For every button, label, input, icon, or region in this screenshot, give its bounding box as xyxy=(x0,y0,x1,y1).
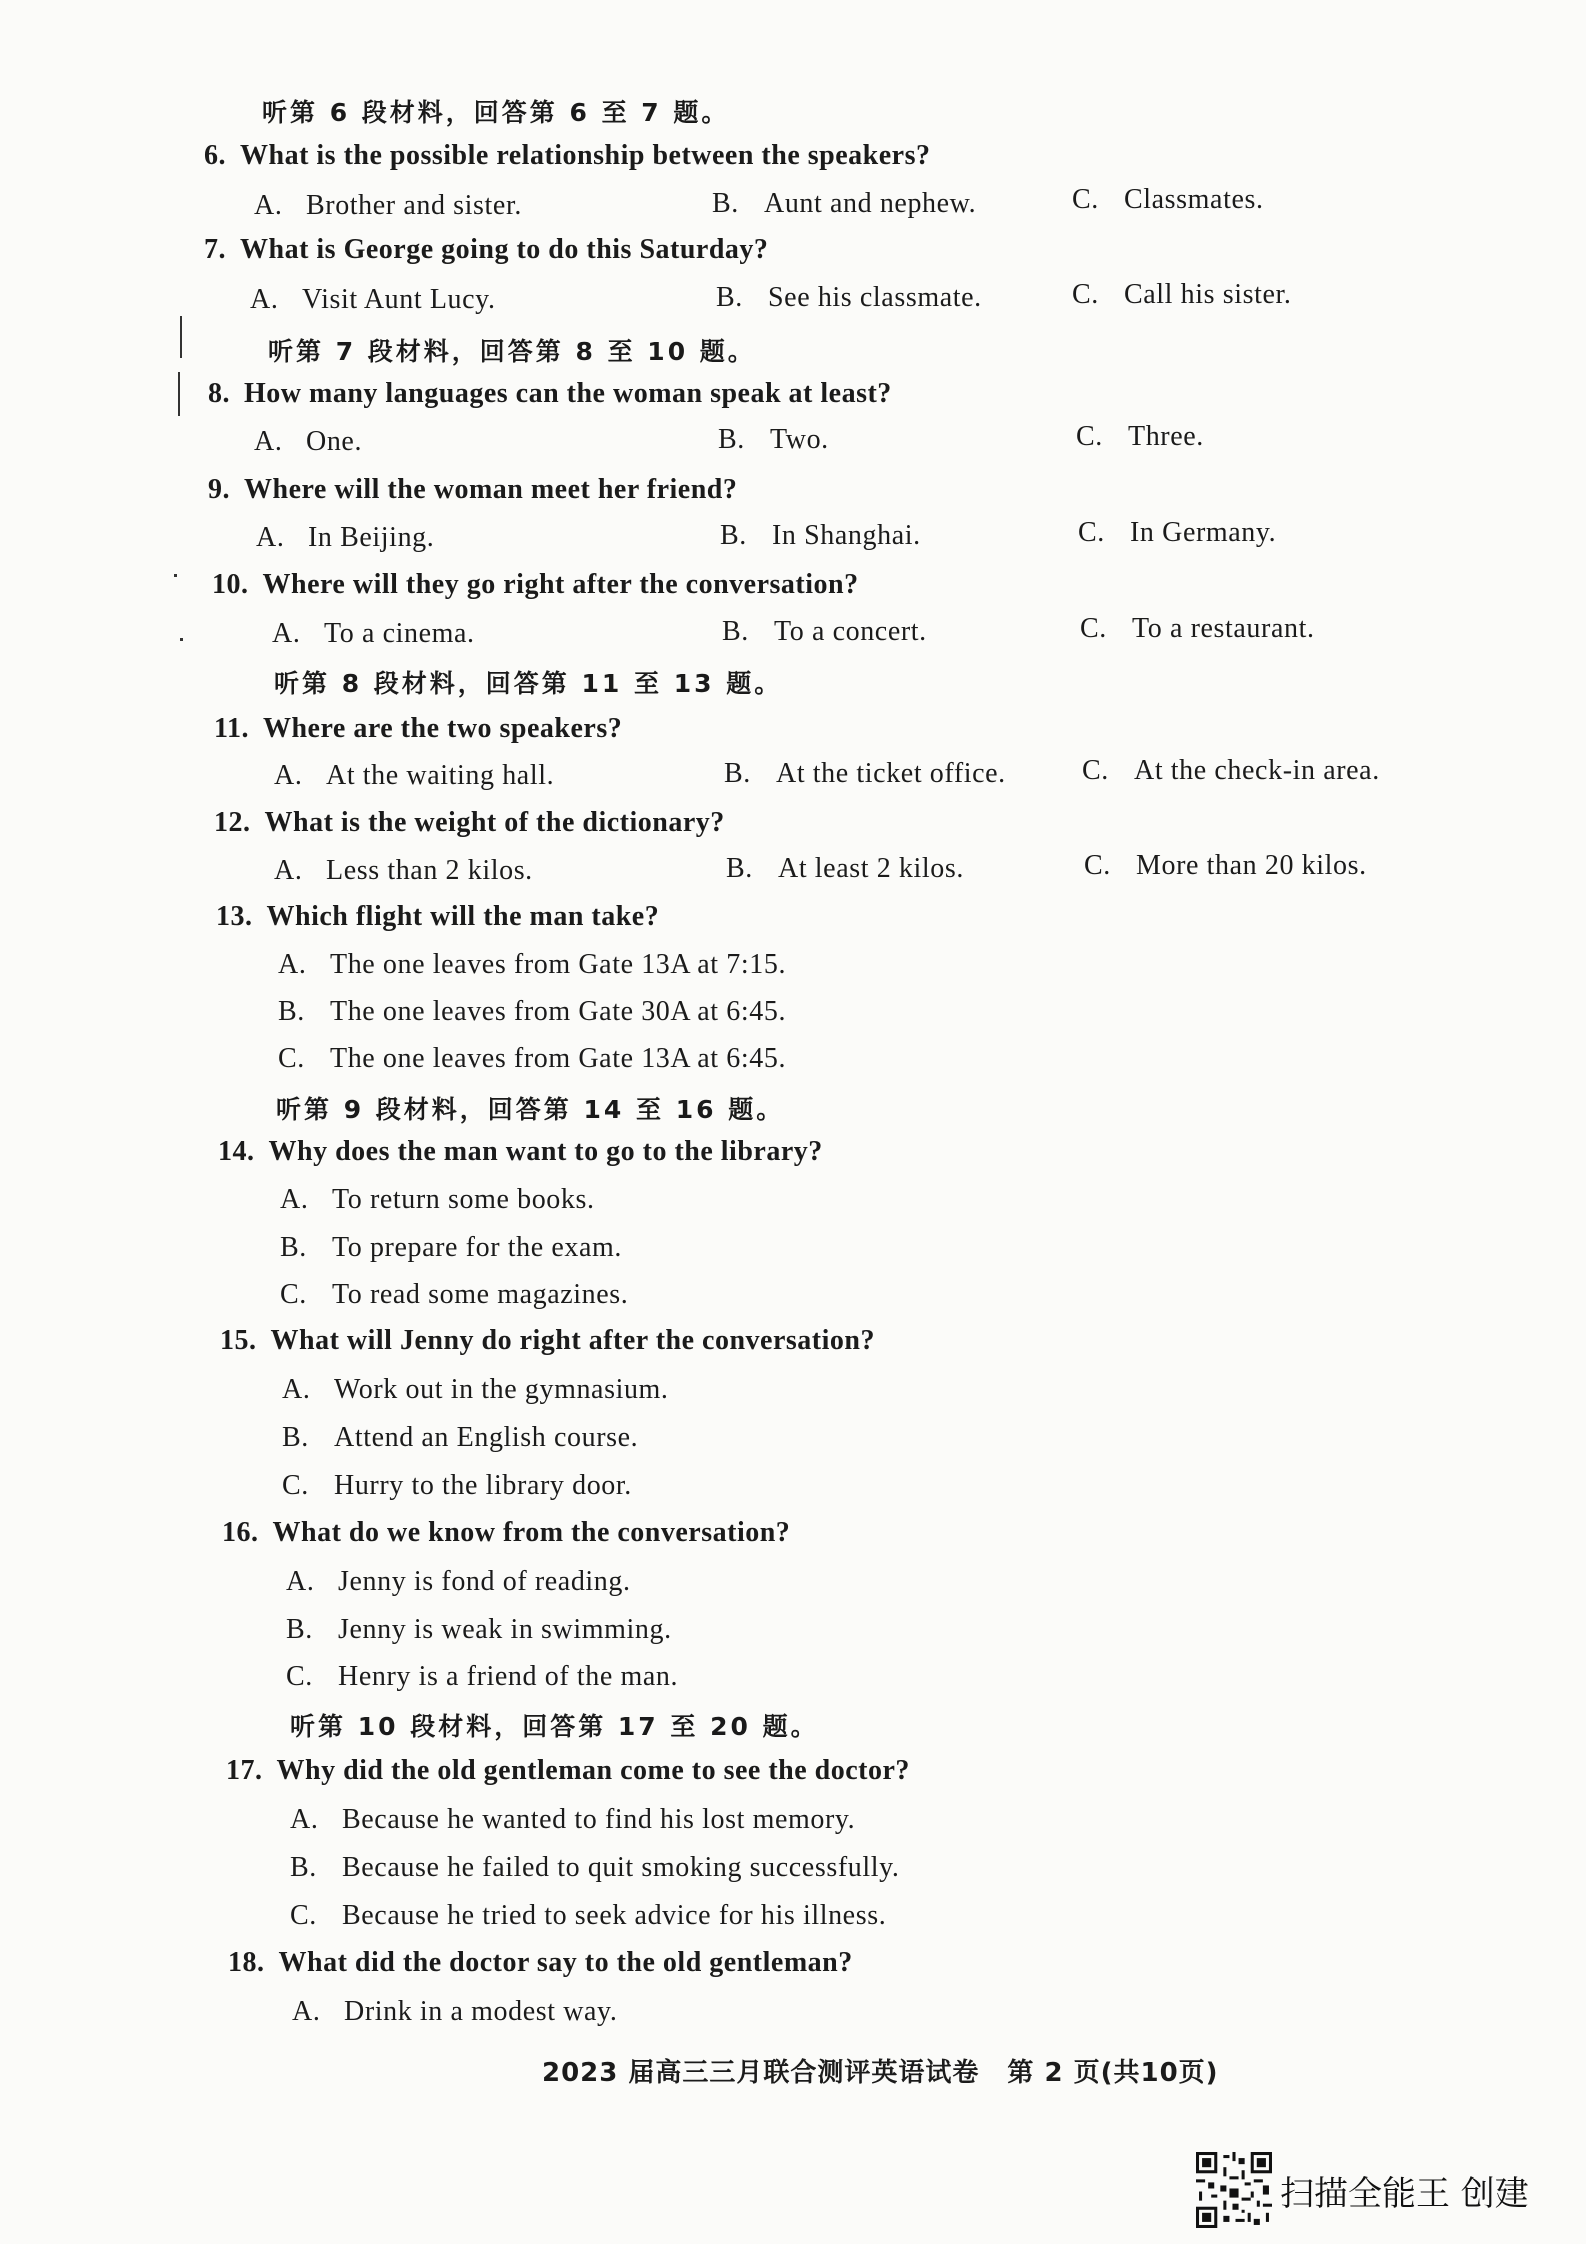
option-10-b xyxy=(722,616,927,648)
question-text: What do we know from the conversation? xyxy=(272,1517,791,1548)
question-10 xyxy=(212,569,859,601)
option-text: Two. xyxy=(770,424,829,455)
option-letter: B. xyxy=(290,1852,317,1883)
option-letter: C. xyxy=(1078,517,1105,548)
option-letter: B. xyxy=(282,1422,309,1453)
question-text: What did the doctor say to the old gentleman? xyxy=(278,1947,853,1978)
option-11-b xyxy=(724,758,1006,790)
option-13-c xyxy=(278,1043,786,1075)
option-letter: C. xyxy=(1082,755,1109,786)
question-8 xyxy=(208,378,892,410)
option-letter: C. xyxy=(1072,184,1099,215)
option-letter: A. xyxy=(272,618,301,649)
question-number: 18. xyxy=(228,1947,265,1978)
qr-code-icon xyxy=(1196,2152,1272,2228)
option-text: The one leaves from Gate 13A at 7:15. xyxy=(330,949,787,980)
option-letter: A. xyxy=(274,760,303,791)
option-letter: A. xyxy=(290,1804,319,1835)
section-header: 听第 8 段材料，回答第 11 至 13 题。 xyxy=(274,669,783,698)
page-number: 第 2 页(共10页) xyxy=(1007,2058,1219,2088)
question-number: 15. xyxy=(220,1325,257,1356)
option-7-b xyxy=(716,282,982,314)
option-9-c xyxy=(1078,517,1276,549)
option-text: Because he wanted to find his lost memory. xyxy=(342,1804,856,1835)
margin-mark xyxy=(180,638,183,641)
option-letter: B. xyxy=(286,1614,313,1645)
option-14-c xyxy=(280,1279,628,1311)
question-15 xyxy=(220,1325,875,1357)
question-17 xyxy=(226,1755,910,1787)
question-text: Where are the two speakers? xyxy=(262,713,623,744)
option-letter: B. xyxy=(720,520,747,551)
option-text: At the ticket office. xyxy=(776,758,1006,789)
option-text: To return some books. xyxy=(332,1184,595,1215)
option-text: Less than 2 kilos. xyxy=(326,855,533,886)
option-text: Classmates. xyxy=(1124,184,1264,215)
option-text: To read some magazines. xyxy=(332,1279,629,1310)
option-13-b xyxy=(278,996,786,1028)
question-14 xyxy=(218,1136,823,1168)
option-letter: C. xyxy=(1072,279,1099,310)
option-15-c xyxy=(282,1470,632,1502)
option-text: At the waiting hall. xyxy=(326,760,555,791)
option-13-a xyxy=(278,949,786,981)
question-number: 7. xyxy=(204,234,226,265)
option-text: Drink in a modest way. xyxy=(344,1996,618,2027)
option-letter: C. xyxy=(286,1661,313,1692)
option-letter: B. xyxy=(280,1232,307,1263)
question-text: Where will they go right after the conversation? xyxy=(262,569,859,600)
question-text: What is the weight of the dictionary? xyxy=(264,807,725,838)
question-number: 6. xyxy=(204,140,226,171)
option-letter: C. xyxy=(280,1279,307,1310)
question-number: 9. xyxy=(208,474,230,505)
option-10-c xyxy=(1080,613,1315,645)
option-11-a xyxy=(274,760,554,792)
question-text: Where will the woman meet her friend? xyxy=(244,474,738,505)
option-letter: B. xyxy=(726,853,753,884)
option-9-a xyxy=(256,522,434,554)
option-letter: A. xyxy=(292,1996,321,2027)
option-letter: A. xyxy=(256,522,285,553)
question-11 xyxy=(214,713,622,745)
option-10-a xyxy=(272,618,475,650)
option-letter: A. xyxy=(254,190,283,221)
option-text: The one leaves from Gate 30A at 6:45. xyxy=(330,996,787,1027)
option-6-a xyxy=(254,190,522,222)
option-letter: C. xyxy=(1080,613,1107,644)
option-letter: A. xyxy=(286,1566,315,1597)
question-number: 17. xyxy=(226,1755,263,1786)
section-header: 听第 10 段材料，回答第 17 至 20 题。 xyxy=(290,1712,819,1741)
option-letter: A. xyxy=(282,1374,311,1405)
option-text: Call his sister. xyxy=(1124,279,1292,310)
question-12 xyxy=(214,807,725,839)
option-letter: C. xyxy=(282,1470,309,1501)
question-text: What is the possible relationship between the speakers? xyxy=(240,140,931,171)
option-text: In Shanghai. xyxy=(772,520,921,551)
option-12-a xyxy=(274,855,533,887)
question-text: Why did the old gentleman come to see the doctor? xyxy=(276,1755,910,1786)
option-text: One. xyxy=(306,426,363,457)
option-letter: B. xyxy=(718,424,745,455)
question-18 xyxy=(228,1947,853,1979)
option-17-b xyxy=(290,1852,899,1884)
option-18-a xyxy=(292,1996,617,2028)
option-text: See his classmate. xyxy=(768,282,982,313)
option-14-a xyxy=(280,1184,595,1216)
option-letter: B. xyxy=(716,282,743,313)
option-text: More than 20 kilos. xyxy=(1136,850,1367,881)
question-number: 16. xyxy=(222,1517,259,1548)
option-14-b xyxy=(280,1232,622,1264)
question-text: Why does the man want to go to the library? xyxy=(268,1136,823,1167)
question-text: Which flight will the man take? xyxy=(266,901,660,932)
option-6-b xyxy=(712,188,976,220)
option-letter: A. xyxy=(278,949,307,980)
option-16-b xyxy=(286,1614,672,1646)
question-text: What will Jenny do right after the conversation? xyxy=(270,1325,875,1356)
option-text: Jenny is weak in swimming. xyxy=(338,1614,672,1645)
option-letter: A. xyxy=(250,284,279,315)
option-text: To prepare for the exam. xyxy=(332,1232,622,1263)
exam-title: 2023 届高三三月联合测评英语试卷 xyxy=(542,2058,980,2088)
question-number: 12. xyxy=(214,807,251,838)
option-text: Visit Aunt Lucy. xyxy=(302,284,496,315)
question-number: 14. xyxy=(218,1136,255,1167)
option-text: In Beijing. xyxy=(308,522,435,553)
option-text: In Germany. xyxy=(1130,517,1277,548)
option-text: Work out in the gymnasium. xyxy=(334,1374,669,1405)
option-9-b xyxy=(720,520,921,552)
option-text: Hurry to the library door. xyxy=(334,1470,632,1501)
question-number: 8. xyxy=(208,378,230,409)
option-text: Jenny is fond of reading. xyxy=(338,1566,631,1597)
option-text: Henry is a friend of the man. xyxy=(338,1661,679,1692)
option-8-b xyxy=(718,424,829,456)
question-number: 13. xyxy=(216,901,253,932)
option-letter: A. xyxy=(280,1184,309,1215)
option-16-a xyxy=(286,1566,631,1598)
margin-mark xyxy=(180,316,182,358)
option-letter: A. xyxy=(274,855,303,886)
option-letter: B. xyxy=(722,616,749,647)
option-letter: B. xyxy=(712,188,739,219)
option-text: To a cinema. xyxy=(324,618,475,649)
section-header: 听第 6 段材料，回答第 6 至 7 题。 xyxy=(262,98,730,127)
option-17-c xyxy=(290,1900,886,1932)
question-text: What is George going to do this Saturday? xyxy=(240,234,769,265)
option-7-a xyxy=(250,284,496,316)
option-6-c xyxy=(1072,184,1264,216)
option-text: Aunt and nephew. xyxy=(764,188,977,219)
question-16 xyxy=(222,1517,790,1549)
question-9 xyxy=(208,474,737,506)
question-13 xyxy=(216,901,659,933)
option-16-c xyxy=(286,1661,678,1693)
option-11-c xyxy=(1082,755,1380,787)
option-12-b xyxy=(726,853,964,885)
option-letter: C. xyxy=(1084,850,1111,881)
option-letter: B. xyxy=(724,758,751,789)
option-text: At the check-in area. xyxy=(1134,755,1380,786)
option-text: Attend an English course. xyxy=(334,1422,639,1453)
page-footer xyxy=(542,2052,1219,2089)
option-8-c xyxy=(1076,421,1204,453)
option-12-c xyxy=(1084,850,1367,882)
option-text: Brother and sister. xyxy=(306,190,522,221)
question-text: How many languages can the woman speak at least? xyxy=(244,378,892,409)
margin-mark xyxy=(178,372,180,416)
option-15-b xyxy=(282,1422,638,1454)
question-number: 10. xyxy=(212,569,249,600)
option-text: Three. xyxy=(1128,421,1204,452)
question-number: 11. xyxy=(214,713,249,744)
option-17-a xyxy=(290,1804,855,1836)
option-text: To a restaurant. xyxy=(1132,613,1315,644)
option-letter: C. xyxy=(1076,421,1103,452)
option-15-a xyxy=(282,1374,669,1406)
option-text: Because he failed to quit smoking successfully. xyxy=(342,1852,900,1883)
option-letter: B. xyxy=(278,996,305,1027)
option-text: To a concert. xyxy=(774,616,927,647)
option-8-a xyxy=(254,426,362,458)
option-text: Because he tried to seek advice for his illness. xyxy=(342,1900,887,1931)
section-header: 听第 7 段材料，回答第 8 至 10 题。 xyxy=(268,337,756,366)
option-letter: C. xyxy=(290,1900,317,1931)
watermark-text: 扫描全能王 创建 xyxy=(1280,2173,1529,2214)
option-text: The one leaves from Gate 13A at 6:45. xyxy=(330,1043,787,1074)
option-7-c xyxy=(1072,279,1292,311)
option-letter: C. xyxy=(278,1043,305,1074)
question-7 xyxy=(204,234,768,266)
section-header: 听第 9 段材料，回答第 14 至 16 题。 xyxy=(276,1095,785,1124)
scanner-watermark xyxy=(1196,2152,1529,2228)
question-6 xyxy=(204,140,930,172)
margin-mark xyxy=(174,574,177,577)
option-letter: A. xyxy=(254,426,283,457)
option-text: At least 2 kilos. xyxy=(778,853,964,884)
